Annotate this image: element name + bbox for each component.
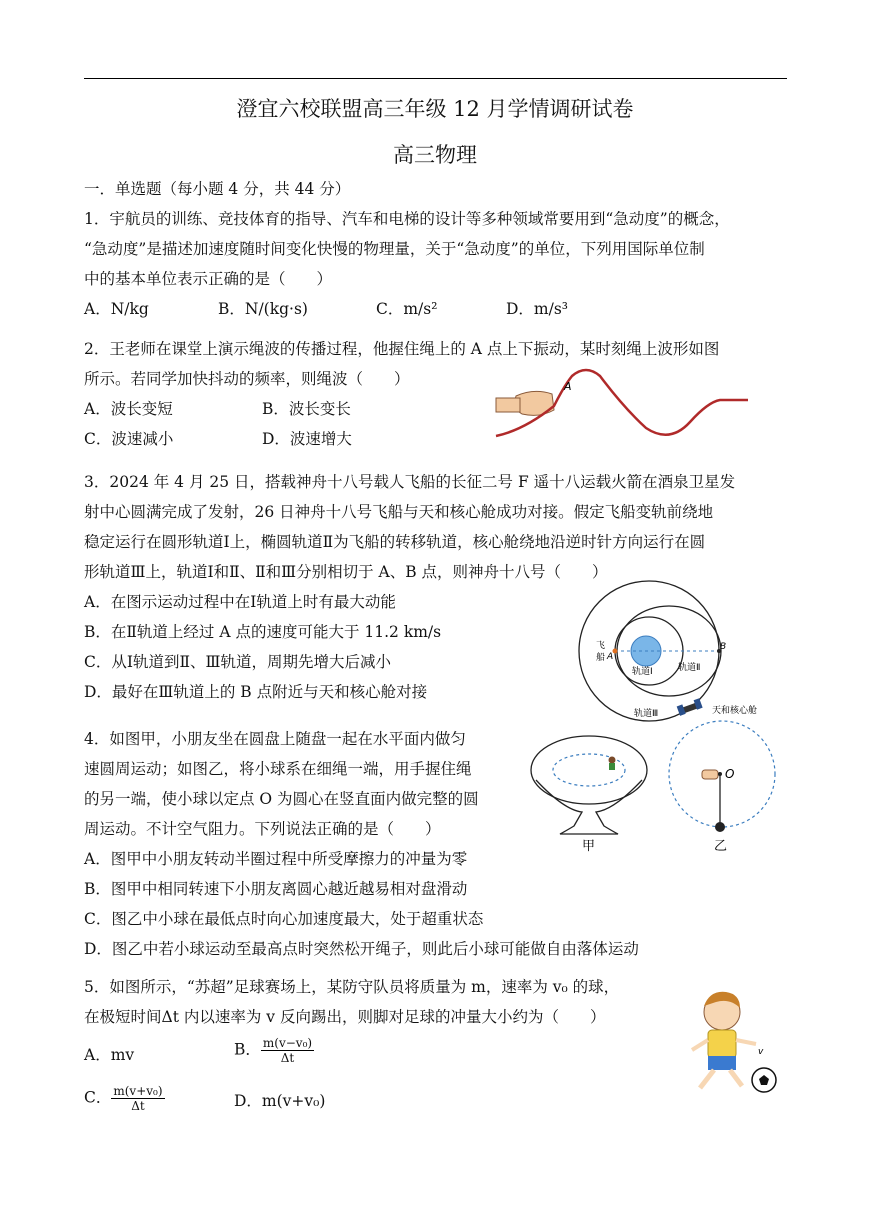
q5-option-b-prefix: B．: [234, 1040, 261, 1059]
center-point-o: O: [725, 767, 735, 781]
q3-option-c: C．从Ⅰ轨道到Ⅱ、Ⅲ轨道，周期先增大后减小: [84, 653, 391, 671]
q4-line-4: 周运动。不计空气阻力。下列说法正确的是（ ）: [84, 820, 441, 838]
q1-option-a: A．N/kg: [84, 300, 149, 318]
figure-label-yi: 乙: [714, 839, 728, 853]
q3-option-a: A．在图示运动过程中在Ⅰ轨道上时有最大动能: [84, 593, 396, 611]
ship-label-1: 飞: [596, 641, 606, 651]
soccer-ball-icon: [752, 1068, 776, 1092]
q2-option-b: B．波长变长: [262, 400, 351, 418]
q5-option-c-prefix: C．: [84, 1088, 112, 1107]
rope-wave-figure: [494, 364, 754, 444]
q4-line-3: 的另一端，使小球以定点 O 为圆心在竖直面内做完整的圆: [84, 790, 479, 808]
ship-dot: [613, 649, 618, 654]
soccer-player-icon: [692, 992, 756, 1088]
figure-label-jia: 甲: [582, 839, 596, 854]
soccer-player-figure: [680, 984, 784, 1102]
q4-option-d: D．图乙中若小球运动至最高点时突然松开绳子，则此后小球可能做自由落体运动: [84, 940, 639, 958]
label-orbit-3: 轨道Ⅲ: [634, 709, 659, 719]
q1-option-d: D．m/s³: [506, 300, 569, 318]
q5-line-2: 在极短时间Δt 内以速率为 v 反向踢出，则脚对足球的冲量大小约为（ ）: [84, 1008, 606, 1026]
q4-option-c: C．图乙中小球在最低点时向心加速度最大，处于超重状态: [84, 910, 484, 928]
velocity-label: v: [758, 1047, 764, 1057]
q2-line-1: 2．王老师在课堂上演示绳波的传播过程，他握住绳上的 A 点上下振动，某时刻绳上波形如图: [84, 340, 720, 358]
q5-option-c: [84, 1084, 165, 1113]
q2-line-2: 所示。若同学加快抖动的频率，则绳波（ ）: [84, 370, 410, 388]
q3-line-4: 形轨道Ⅲ上，轨道Ⅰ和Ⅱ、Ⅱ和Ⅲ分别相切于 A、B 点，则神舟十八号（ ）: [84, 563, 608, 581]
label-point-b: B: [720, 642, 727, 652]
ship-label-2: 船: [596, 653, 606, 663]
label-orbit-1: 轨道Ⅰ: [632, 667, 653, 677]
q3-option-b: B．在Ⅱ轨道上经过 A 点的速度可能大于 11.2 km/s: [84, 623, 442, 641]
q3-line-1: 3．2024 年 4 月 25 日，搭载神舟十八号载人飞船的长征二号 F 遥十八运载火箭在酒泉卫星发: [84, 473, 736, 491]
q3-line-2: 射中心圆满完成了发射，26 日神舟十八号飞船与天和核心舱成功对接。假定飞船变轨前绕地: [84, 503, 714, 521]
q1-option-c: C．m/s²: [376, 300, 438, 318]
q5-option-b: [234, 1036, 314, 1065]
q1-line-2: “急动度”是描述加速度随时间变化快慢的物理量，关于“急动度”的单位，下列用国际单位制: [84, 240, 705, 258]
q2-option-a: A．波长变短: [84, 400, 173, 418]
label-orbit-2: 轨道Ⅱ: [678, 663, 701, 673]
q2-option-c: C．波速减小: [84, 430, 174, 448]
hand-icon: [702, 770, 718, 779]
label-station: 天和核心舱: [712, 706, 758, 716]
q1-line-3: 中的基本单位表示正确的是（ ）: [84, 270, 333, 288]
q5-option-b-denominator: Δt: [280, 1051, 295, 1065]
q5-option-b-fraction: [261, 1036, 314, 1065]
child-icon: [609, 757, 616, 771]
q4-option-a: A．图甲中小朋友转动半圈过程中所受摩擦力的冲量为零: [84, 850, 468, 868]
turntable-figure: [524, 730, 654, 855]
q5-option-b-numerator: m(v−v₀): [262, 1036, 313, 1050]
rope-point-a: A: [564, 380, 572, 393]
label-point-a: A: [607, 652, 614, 662]
q5-option-c-denominator: Δt: [131, 1099, 145, 1113]
exam-title: 澄宜六校联盟高三年级 12 月学情调研试卷: [236, 97, 634, 121]
orbit-figure: [574, 576, 784, 726]
q5-option-c-numerator: m(v+v₀): [113, 1084, 163, 1098]
q1-option-b: B．N/(kg·s): [218, 300, 308, 318]
q1-line-1: 1．宇航员的训练、竞技体育的指导、汽车和电梯的设计等多种领域常要用到“急动度”的概念，: [84, 210, 730, 228]
section-heading: 一．单选题（每小题 4 分，共 44 分）: [84, 180, 351, 198]
vertical-circle-figure: [666, 718, 778, 853]
q5-option-d: D．m(v+v₀): [234, 1092, 326, 1110]
q5-option-c-fraction: [111, 1084, 164, 1113]
q5-option-a: A．mv: [84, 1046, 135, 1064]
ball-icon: [715, 822, 725, 832]
q3-option-d: D．最好在Ⅲ轨道上的 B 点附近与天和核心舱对接: [84, 683, 428, 701]
q2-option-d: D．波速增大: [262, 430, 352, 448]
q3-line-3: 稳定运行在圆形轨道Ⅰ上，椭圆轨道Ⅱ为飞船的转移轨道，核心舱绕地沿逆时针方向运行在圆: [84, 533, 706, 551]
exam-subject: 高三物理: [393, 143, 477, 167]
q4-line-2: 速圆周运动；如图乙，将小球系在细绳一端，用手握住绳: [84, 760, 472, 778]
q4-line-1: 4．如图甲，小朋友坐在圆盘上随盘一起在水平面内做匀: [84, 730, 466, 748]
q5-line-1: 5．如图所示，“苏超”足球赛场上，某防守队员将质量为 m，速率为 v₀ 的球，: [84, 978, 620, 996]
space-station-icon: [677, 698, 703, 716]
q4-option-b: B．图甲中相同转速下小朋友离圆心越近越易相对盘滑动: [84, 880, 468, 898]
top-rule: [84, 78, 787, 79]
